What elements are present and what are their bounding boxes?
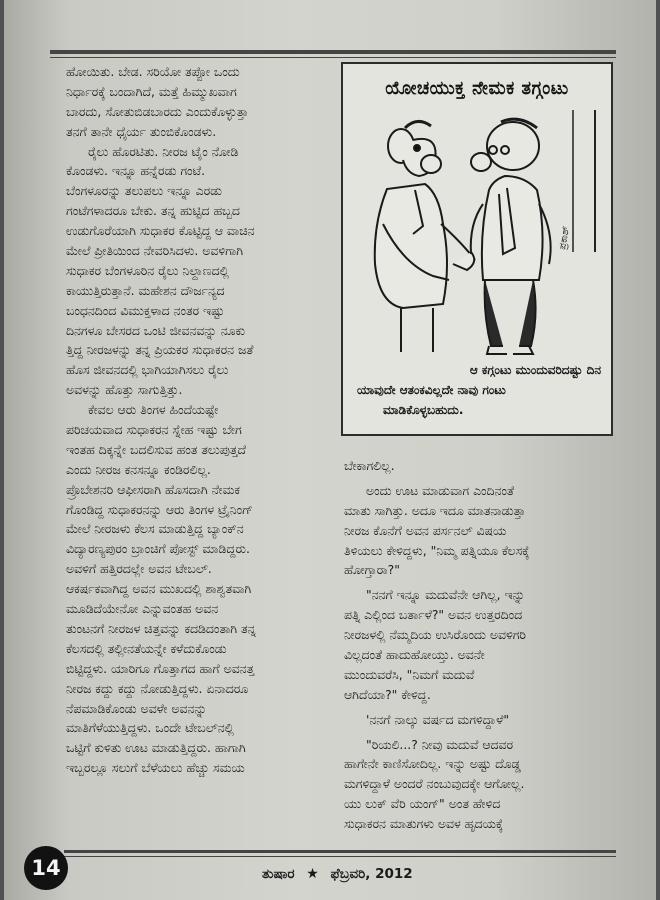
text-line: ಒಟ್ಟಿಗೆ ಕುಳಿತು ಊಟ ಮಾಡುತ್ತಿದ್ದರು. ಹಾಗಾಗಿ — [66, 740, 246, 756]
text-line: "ನನಗೆ ಇನ್ನೂ ಮದುವೆನೇ ಆಗಿಲ್ಲ, ಇನ್ನು — [366, 587, 526, 603]
text-line: "ರಿಯಲಿ...? ನೀವು ಮದುವೆ ಆದವರ — [366, 736, 514, 752]
cartoon-title: ಯೋಚಯುಕ್ತ ನೇಮಕ ತಗ್ಗಂಟು — [385, 78, 569, 99]
right-man-figure — [471, 119, 551, 354]
page-number: 14 — [24, 846, 68, 890]
text-line: ಅವಳನ್ನು ಹೊತ್ತು ಸಾಗುತ್ತಿತ್ತು. — [66, 382, 183, 398]
text-line: ಬೆಂಗಳೂರನ್ನು ತಲುಪಲು ಇನ್ನೂ ಎರಡು — [66, 183, 222, 199]
text-line: ಇಬ್ಬರಲ್ಲೂ ಸಲುಗೆ ಬೆಳೆಯಲು ಹೆಚ್ಚು ಸಮಯ — [66, 760, 245, 776]
text-line: ಕೆಲಸದಲ್ಲಿ ತಲ್ಲೀನತೆಯನ್ನೇ ಕಳೆದುಕೊಂಡು — [66, 640, 227, 656]
text-line: ಗೊಂಡಿದ್ದ ಸುಧಾಕರನನ್ನು ಆರು ತಿಂಗಳ ಟ್ರೈನಿಂಗ್ — [66, 501, 253, 517]
caption-line: ಆ ಕಗ್ಗಂಟು ಮುಂದುವರಿದಷ್ಟು ದಿನ — [469, 363, 601, 377]
top-rule-thin — [50, 57, 616, 58]
text-line: ಹೋಗ್ತಾರಾ?" — [344, 562, 400, 578]
text-line: ಕೇವಲ ಆರು ತಿಂಗಳ ಹಿಂದೆಯಷ್ಟೇ — [88, 402, 219, 418]
text-line: ತ್ತಿದ್ದ ನೀರಜಳನ್ನು ತನ್ನ ಪ್ರಿಯಕರ ಸುಧಾಕರನ ಜತೆ — [66, 342, 254, 358]
text-line: ಪ್ರೊಬೇಶನರಿ ಆಫೀಸರಾಗಿ ಹೊಸದಾಗಿ ನೇಮಕ — [66, 481, 240, 497]
footer-credit — [262, 866, 413, 882]
issue-date: ಫೆಬ್ರವರಿ, 2012 — [330, 866, 413, 882]
text-line: ವಿದ್ಯಾರಣ್ಯಪುರಂ ಬ್ರಾಂಚಿಗೆ ಪೋಸ್ಟ್ ಮಾಡಿದ್ದರು. — [66, 541, 250, 557]
text-line: ನಿರ್ಧಾರಕ್ಕೆ ಬಂದಾಗಿದೆ, ಮತ್ತೆ ಹಿಮ್ಮುಖವಾಗ — [66, 83, 237, 99]
text-line: ನೀರಜ ಕದ್ದು ಕದ್ದು ನೋಡುತ್ತಿದ್ದಳು. ಏನಾದರೂ — [66, 680, 249, 696]
text-line: ಬಂಧನದಿಂದ ವಿಮುಕ್ತಳಾದ ನಂತರ ಇಷ್ಟು — [66, 302, 225, 318]
text-line: ಮೇಲೆ ನೀರಜಳು ಕೆಲಸ ಮಾಡುತ್ತಿದ್ದ ಬ್ಯಾಂಕ್‌ನ — [66, 521, 244, 537]
cartoon-caption — [357, 360, 601, 420]
right-text-column — [344, 456, 620, 834]
text-line: ಮಾತು ಸಾಗಿತ್ತು. ಅದೂ ಇದೂ ಮಾತನಾಡುತ್ತಾ — [344, 502, 526, 518]
magazine-name: ತುಷಾರ — [262, 866, 295, 882]
text-line: ಅಂದು ಊಟ ಮಾಡುವಾಗ ಎಂದಿನಂತೆ — [366, 482, 514, 498]
text-line: ಕಾಯುತ್ತಿರುತ್ತಾನೆ. ಮಹೇಶನ ದೌರ್ಜನ್ಯದ — [66, 282, 225, 298]
text-line: ಅವಳಿಗೆ ಹತ್ತಿರದಲ್ಲೇ ಅವನ ಟೇಬಲ್. — [66, 561, 212, 577]
text-line: ಯು ಲುಕ್ ವೆರಿ ಯಂಗ್" ಅಂತ ಹೇಳಿದ — [344, 796, 501, 812]
bottom-rule-thin — [64, 856, 616, 857]
text-line: ಇಂತಹ ದಿಕ್ಕನ್ನೇ ಬದಲಿಸುವ ಹಂತ ತಲುಪುತ್ತದೆ — [66, 441, 246, 457]
bottom-rule — [64, 850, 616, 853]
text-line: ಮೂಡಿದೆಯೇನೋ ಎನ್ನುವಂತಹ ಅವನ — [66, 601, 219, 617]
text-line: ಹೋಯಿತು. ಬೇಡ. ಸರಿಯೋ ತಪ್ಪೋ ಒಂದು — [66, 64, 240, 79]
text-line: ಮುಂದುವರೆಸಿ, "ನಿಮಗೆ ಮದುವೆ — [344, 666, 475, 682]
text-line: ಸುಧಾಕರನ ಮಾತುಗಳು ಅವಳ ಹೃದಯಕ್ಕೆ — [344, 816, 504, 832]
magazine-page — [4, 0, 656, 900]
text-line: ಬಾರದು, ಸೋತುಬಿಡಬಾರದು ಎಂದುಕೊಳ್ಳುತ್ತಾ — [66, 103, 249, 119]
text-line: ಬಿಟ್ಟಿದ್ದಳು. ಯಾರಿಗೂ ಗೊತ್ತಾಗದ ಹಾಗೆ ಅವನತ್ತ — [66, 660, 255, 676]
text-line: ತನಗೆ ತಾನೇ ಧೈರ್ಯ ತುಂಬಿಕೊಂಡಳು. — [66, 123, 217, 139]
text-line: ಪತ್ನಿ ಎಲ್ಲಿಂದ ಬರ್ತಾಳೆ?" ಅವನ ಉತ್ತರದಿಂದ — [344, 607, 523, 623]
text-line: ತುಂಟನಗೆ ನೀರಜಳ ಚಿತ್ತವನ್ನು ಕದಡಿದಂತಾಗಿ ತನ್ನ — [66, 620, 257, 636]
text-line: ಗಂಟೆಗಳಾದರೂ ಬೇಕು. ತನ್ನ ಹುಟ್ಟಿದ ಹಬ್ಬದ — [66, 203, 240, 219]
text-line: ವಿಲ್ಲದಂತೆ ಹಾದುಹೋಯ್ತು. ಅವನೇ — [344, 647, 485, 663]
caption-line: ಯಾವುದೇ ಆತಂಕವಿಲ್ಲದೇ ನಾವು ಗಂಟು — [357, 383, 506, 397]
text-line: ಆಗಿದೆಯಾ?" ಕೇಳಿದ್ದ. — [344, 686, 431, 702]
text-line: 'ನನಗೆ ನಾಲ್ಕು ವರ್ಷದ ಮಗಳಿದ್ದಾಳೆ" — [366, 711, 510, 727]
text-line: ಹೊಸ ಜೀವನದಲ್ಲಿ ಭಾಗಿಯಾಗಿಸಲು ರೈಲು — [66, 362, 229, 378]
text-line: ಉಡುಗೊರೆಯಾಗಿ ಸುಧಾಕರ ಕೊಟ್ಟಿದ್ದ ಆ ವಾಚಿನ — [66, 223, 255, 239]
text-line: ಮೇಲೆ ಪ್ರೀತಿಯಿಂದ ನೇವರಿಸಿದಳು. ಅವಳಿಗಾಗಿ — [66, 243, 243, 259]
text-line: ಆಕರ್ಷಕವಾಗಿದ್ದ ಅವನ ಮುಖದಲ್ಲಿ ಶಾಶ್ವತವಾಗಿ — [66, 581, 252, 597]
caption-line: ಮಾಡಿಕೊಳ್ಳಬಹುದು. — [383, 403, 464, 417]
text-line: ಪರಿಚಯವಾದ ಸುಧಾಕರನ ಸ್ನೇಹ ಇಷ್ಟು ಬೇಗ — [66, 422, 242, 438]
left-text-column — [66, 62, 334, 778]
text-line: ತಿಳಿಯಲು ಕೇಳಿದ್ದಳು, "ನಿಮ್ಮ ಪತ್ನಿಯೂ ಕೆಲಸಕ್ಕೆ — [344, 542, 530, 558]
text-line: ನೀರಜಳಲ್ಲಿ ನೆಮ್ಮದಿಯ ಉಸಿರೊಂದು ಅವಳಿಗರಿ — [344, 627, 526, 643]
text-line: ಕೊಂಡಳು. ಇನ್ನೂ ಹನ್ನೆರಡು ಗಂಟೆ. — [66, 163, 206, 179]
text-line: ಹಾಗೇನೇ ಕಾಣಿಸೋದಿಲ್ಲ. ಇನ್ನು ಅಷ್ಟು ದೊಡ್ಡ — [344, 756, 521, 772]
left-man-figure — [375, 121, 475, 352]
text-line: ಎಂದು ನೀರಜ ಕನಸನ್ನೂ ಕಂಡಿರಲಿಲ್ಲ. — [66, 461, 211, 477]
text-line: ದಿನಗಳೂ ಬೇಸರದ ಒಂಟಿ ಜೀವನವನ್ನು ನೂಕು — [66, 322, 246, 338]
text-line: ನೀರಜ ಕೊನೆಗೆ ಅವನ ಪರ್ಸನಲ್ ವಿಷಯ — [344, 522, 507, 538]
top-rule — [50, 50, 616, 54]
text-line: ಬೇಕಾಗಲಿಲ್ಲ. — [344, 458, 395, 473]
cartoon-box — [341, 62, 613, 436]
star-icon: ★ — [306, 866, 319, 882]
text-line: ಸುಧಾಕರ ಬೆಂಗಳೂರಿನ ರೈಲು ನಿಲ್ದಾಣದಲ್ಲಿ — [66, 262, 229, 278]
text-line: ರೈಲು ಹೊರಟಿತು. ನೀರಜ ಟೈಂ ನೋಡಿ — [88, 143, 239, 159]
text-line: ಮಗಳಿದ್ದಾಳೆ ಅಂದರೆ ನಂಬುವುದಕ್ಕೇ ಆಗೋಲ್ಲ. — [344, 776, 525, 792]
cartoon-signature: ಪ್ರಕಾಶ್ — [557, 225, 573, 251]
text-line: ನೆಪಮಾಡಿಕೊಂಡು ಅವಳೇ ಅವನನ್ನು — [66, 700, 207, 716]
text-line: ಮಾತಿಗೆಳೆಯುತ್ತಿದ್ದಳು. ಒಂದೇ ಟೇಬಲ್‌ನಲ್ಲಿ — [66, 720, 234, 736]
